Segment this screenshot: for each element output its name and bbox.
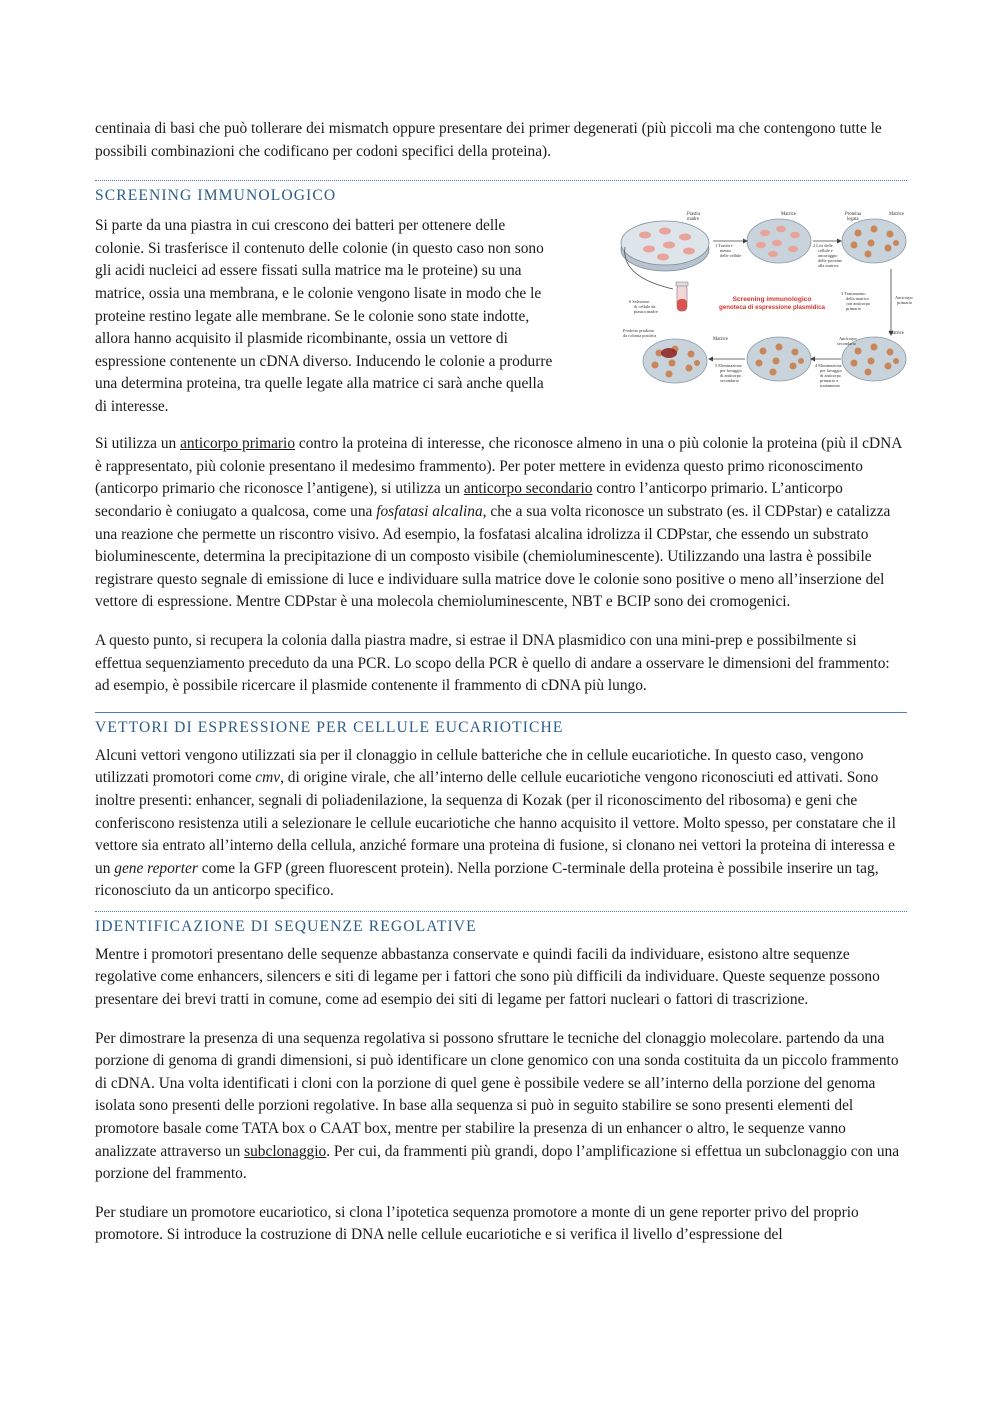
- regolative-paragraph-2: Per dimostrare la presenza di una sequenza regolativa si possono sfruttare le tecniche del clonaggio molecolare. partendo da una porzione di genoma di grandi dimensioni, si può identificare un clone genomico con una sonda costituita da un piccolo frammento di cDNA. Una volta identificati i cloni con la porzione di quel gene è possibile vedere se all’interno della porzione del genoma isolata sono presenti delle porzioni regolative. In base alla sequenza si può in seguito stabilire se sono presenti elementi del promotore basale come TATA box o CAAT box, mentre per stabilire la presenza di un enhancer o altro, le sequenze vanno analizzate attraverso un subclonaggio. Per cui, da frammenti più grandi, dopo l’amplificazione si effettua un subclonaggio con una porzione del frammento.: [95, 1029, 900, 1183]
- svg-text:primario: primario: [897, 300, 913, 306]
- vettori-paragraph: Alcuni vettori vengono utilizzati sia per il clonaggio in cellule batteriche che in cellule eucariotiche. In questo caso, vengono utilizzati promotori come cmv, di origine virale, che all’interno delle cellule eucariotiche vengono riconosciuti ed attivati. Sono inoltre presenti: enhancer, segnali di poliadenilazione, la sequenza di Kozak (per il riconoscimento del ribosoma) e geni che conferiscono resistenza utili a selezionare le cellule eucariotiche che hanno acquisito il vettore. Molto spesso, per constatare che il vettore sia entrato all’interno della cellula, anziché formare una proteina di fusione, si clonano nei vettori la proteina di interessa e un gene reporter come la GFP (green fluorescent protein). Nella porzione C-terminale della proteina è possibile inserire un tag, riconosciuto da un anticorpo specifico.: [95, 746, 896, 900]
- svg-text:Matrice: Matrice: [889, 212, 904, 218]
- svg-text:delle cellule: delle cellule: [720, 253, 742, 259]
- svg-text:Proteina: Proteina: [845, 212, 861, 218]
- svg-text:mento: mento: [720, 248, 731, 254]
- regolative-paragraph-3: Per studiare un promotore eucariotico, si clona l’ipotetica sequenza promotore a monte di un gene reporter privo del proprio promotore. Si introduce la costruzione di DNA nelle cellule eucariotiche e si verifica il livello d’espressione del: [95, 1203, 859, 1244]
- svg-text:2 Lisi delle: 2 Lisi delle: [813, 243, 833, 249]
- positive-colony-icon: [661, 348, 677, 358]
- svg-text:secondario: secondario: [837, 341, 857, 347]
- svg-text:legata: legata: [847, 217, 859, 223]
- svg-text:Screening immunologico: Screening immunologico: [732, 296, 812, 304]
- term-subclonaggio: subclonaggio: [244, 1142, 327, 1160]
- svg-text:piastra madre: piastra madre: [634, 309, 658, 315]
- svg-text:primario e: primario e: [820, 378, 839, 384]
- svg-text:con anticorpo: con anticorpo: [846, 301, 871, 307]
- svg-text:Matrice: Matrice: [889, 331, 904, 337]
- svg-text:Piastra: Piastra: [687, 212, 701, 218]
- screening-paragraph-3: A questo punto, si recupera la colonia dalla piastra madre, si estrae il DNA plasmidico con una mini-prep e possibilmente si effettua sequenziamento preceduto da una PCR. Lo scopo della PCR è quello di andare a osservare le dimensioni del frammento: ad esempio, è possibile ricercare il plasmide contenente il frammento di cDNA più lungo.: [95, 631, 890, 695]
- term-anticorpo-primario: anticorpo primario: [180, 435, 296, 453]
- svg-text:Prodotto prodotto: Prodotto prodotto: [623, 328, 655, 334]
- svg-text:di anticorpo: di anticorpo: [720, 373, 742, 379]
- svg-text:Anticorpo: Anticorpo: [895, 295, 913, 301]
- svg-text:alla matrice: alla matrice: [818, 263, 839, 269]
- screening-paragraph-2: Si utilizza un anticorpo primario contro la proteina di interesse, che riconosce almeno in una o più colonie la proteina (più il cDNA è rappresentato, più colonie presentano il medesimo frammento). Per poter mettere in evidenza questo primo riconoscimento (anticorpo primario che riconosce l’antigene), si utilizza un anticorpo secondario contro l’anticorpo primario. L’anticorpo secondario è coniugato a qualcosa, come una fosfatasi alcalina, che a sua volta riconosce un substrato (es. il CDPstar) e catalizza una reazione che permette un riscontro visivo. Ad esempio, la fosfatasi alcalina idrolizza il CDPstar, che essendo un substrato bioluminescente, determina la precipitazione di un composto visibile (chemioluminescente). Utilizzando una lastra è possibile registrare questo segnale di emissione di luce e individuare sulla matrice dove le colonie sono positive o meno all’inserzione del vettore di espressione. Mentre CDPstar è una molecola chemioluminescente, NBT e BCIP sono dei cromogenici.: [95, 435, 902, 611]
- svg-text:di cellule da: di cellule da: [634, 304, 656, 310]
- svg-text:per lavaggio: per lavaggio: [820, 368, 842, 374]
- svg-text:5 Eliminazione: 5 Eliminazione: [715, 363, 742, 369]
- section-title-vettori: VETTORI DI ESPRESSIONE PER CELLULE EUCARIOTICHE: [95, 718, 564, 736]
- svg-text:madre: madre: [687, 217, 699, 223]
- svg-text:primario: primario: [846, 306, 862, 312]
- svg-text:secondario: secondario: [720, 378, 740, 384]
- screening-paragraph-1: Si parte da una piastra in cui crescono dei batteri per ottenere delle colonie. Si trasferisce il contenuto delle colonie (in questo caso non sono gli acidi nucleici ad essere fissati sulla matrice ma le proteine) su una matrice, ossia una membrana, e le colonie vengono lisate in modo che le proteine restino legate alle membrane. Se le colonie sono state indotte, allora hanno acquisito il plasmide ricombinante, ossia un vettore di espressione contenente un cDNA diverso. Inducendo le colonie a produrre una determina proteina, tra quelle legate alla matrice ci sarà anche quella di interesse.: [95, 217, 553, 415]
- svg-text:1 Trasferi-: 1 Trasferi-: [715, 243, 734, 249]
- term-fosfatasi-alcalina: fosfatasi alcalina: [376, 502, 483, 520]
- section-title-screening: SCREENING IMMUNOLOGICO: [95, 187, 337, 205]
- svg-text:trattamento: trattamento: [820, 383, 840, 389]
- svg-text:delle proteine: delle proteine: [818, 258, 843, 264]
- mother-plate-icon: [621, 221, 709, 271]
- svg-text:3 Trattamento: 3 Trattamento: [841, 291, 866, 297]
- svg-text:della matrice: della matrice: [846, 296, 869, 302]
- tube-icon: [676, 282, 688, 311]
- svg-text:Matrice: Matrice: [781, 212, 796, 218]
- screening-figure: [617, 207, 913, 417]
- svg-text:Anticorpo: Anticorpo: [839, 336, 857, 342]
- document-page: [95, 118, 913, 1247]
- screening-intro-block: [95, 212, 913, 415]
- intro-paragraph: centinaia di basi che può tollerare dei mismatch oppure presentare dei primer degenerati (più piccoli ma che contengono tutte le possibili combinazioni che codificano per codoni specifici della proteina).: [95, 120, 882, 160]
- svg-text:Matrice: Matrice: [713, 337, 728, 343]
- term-anticorpo-secondario: anticorpo secondario: [463, 480, 593, 498]
- svg-text:4 Eliminazione: 4 Eliminazione: [815, 363, 842, 369]
- section-title-sequenze-regolative: IDENTIFICAZIONE DI SEQUENZE REGOLATIVE: [95, 917, 477, 935]
- svg-text:cellule e: cellule e: [818, 248, 833, 254]
- svg-text:ancoraggio: ancoraggio: [818, 253, 838, 259]
- term-gene-reporter: gene reporter: [114, 859, 198, 877]
- svg-text:da colonia positiva: da colonia positiva: [623, 333, 657, 339]
- svg-text:6 Selezione: 6 Selezione: [629, 299, 650, 305]
- svg-text:di anticorpo: di anticorpo: [820, 373, 842, 379]
- term-cmv: cmv: [255, 769, 281, 787]
- regolative-paragraph-1: Mentre i promotori presentano delle sequenze abbastanza conservate e quindi facili da individuare, esistono altre sequenze regolative come enhancers, silencers e siti di legame per i fattori che sono più difficili da individuare. Queste sequenze possono presentare dei brevi tratti in comune, come ad esempio dei siti di legame per fattori nucleari o fattori di trascrizione.: [95, 945, 880, 1009]
- svg-text:genoteca di espressione plasmi: genoteca di espressione plasmidica: [719, 304, 825, 312]
- svg-text:per lavaggio: per lavaggio: [720, 368, 742, 374]
